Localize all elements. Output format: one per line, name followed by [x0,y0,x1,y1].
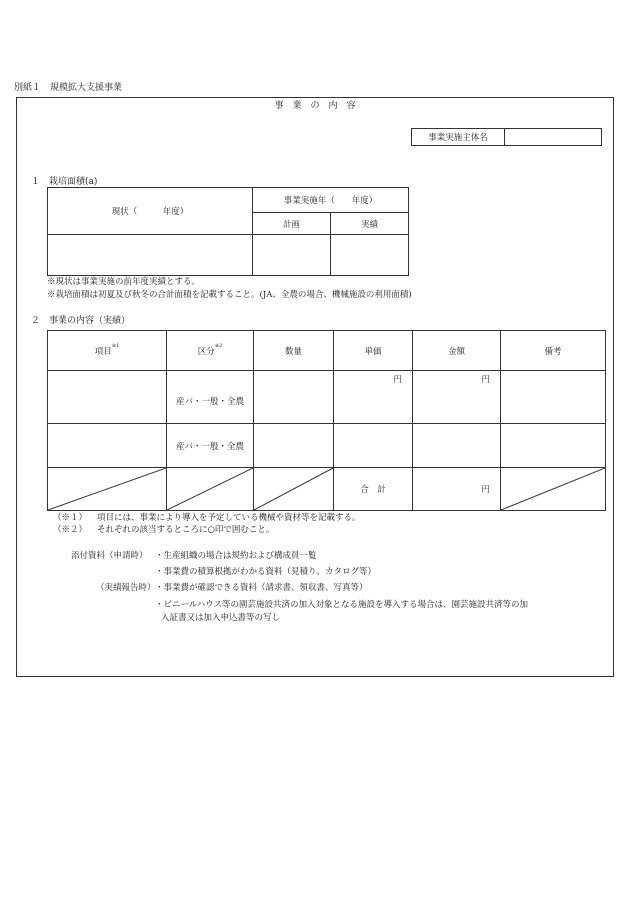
attachment-label: 別紙１ 規模拡大支援事業 [14,83,123,93]
amount-cell[interactable]: 円 [413,371,501,424]
slashed-cell [254,468,334,511]
entity-label: 事業実施主体名 [412,129,505,146]
entity-table [411,128,602,146]
content-table [47,330,606,511]
footnote-mark-1: （※１） [53,513,88,523]
note-area: ※栽培面積は初夏及び秋冬の合計面積を記載すること。(JA、全農の場合、機械施設の利用面積) [47,290,412,300]
attachment-item: ・事業費が確認できる資料（請求書、領収書、写真等） [155,583,368,593]
amount-cell[interactable] [413,424,501,468]
quantity-cell[interactable] [254,424,334,468]
actual-area-cell[interactable] [331,235,409,276]
footnote-mark-2: （※２） [53,525,88,535]
attachments-apply-label: 添付資料（申請時） [71,551,148,561]
remarks-header: 備考 [501,331,606,371]
quantity-cell[interactable] [254,371,334,424]
unit-price-cell[interactable] [334,424,413,468]
section1-heading: １ 栽培面積(a) [31,177,98,187]
remarks-cell[interactable] [501,424,606,468]
attachment-item: ・ビニールハウス等の園芸施設共済の加入対象となる施設を導入する場合は、園芸施設共済等の加 [155,600,528,610]
unit-price-header: 単価 [334,331,413,371]
attachments-report-label: （実績報告時） [96,583,156,593]
slashed-cell [48,468,167,511]
note-current: ※現状は事業実施の前年度実績とする。 [47,277,201,287]
total-label: 合 計 [334,468,413,511]
page-title: 事 業 の 内 容 [274,101,356,111]
plan-area-cell[interactable] [253,235,331,276]
slashed-cell [501,468,606,511]
remarks-cell[interactable] [501,371,606,424]
total-row [48,468,606,511]
total-amount-cell[interactable]: 円 [413,468,501,511]
category-cell[interactable]: 産バ・一般・全農 [167,371,254,424]
category-header: 区分$^{※2}$ [167,331,254,371]
table-row [48,371,606,424]
section2-heading: ２ 事業の内容（実績） [31,316,131,326]
quantity-header: 数量 [254,331,334,371]
item-cell[interactable] [48,371,167,424]
attachment-item: 入証書又は加入申込書等の写し [161,613,281,623]
current-status-header: 現状（ 年度） [48,188,253,235]
item-header: 項目$^{※1}$ [48,331,167,371]
entity-input[interactable] [505,129,602,146]
unit-price-cell[interactable]: 円 [334,371,413,424]
slashed-cell [167,468,254,511]
table-row [48,424,606,468]
actual-header: 実績 [331,213,409,235]
category-cell[interactable]: 産バ・一般・全農 [167,424,254,468]
area-table [47,187,409,276]
impl-year-header: 事業実施年（ 年度） [253,188,409,213]
footnote-text-2: それぞれの該当するところに○印で囲むこと。 [97,525,275,535]
attachment-item: ・生産組織の場合は規約および構成員一覧 [155,551,317,561]
item-cell[interactable] [48,424,167,468]
current-area-cell[interactable] [48,235,253,276]
attachment-item: ・事業費の積算根拠がわかる資料（見積り、カタログ等） [155,567,377,577]
footnote-text-1: 項目には、事業により導入を予定している機械や資材等を記載する。 [97,513,361,523]
plan-header: 計画 [253,213,331,235]
amount-header: 金額 [413,331,501,371]
